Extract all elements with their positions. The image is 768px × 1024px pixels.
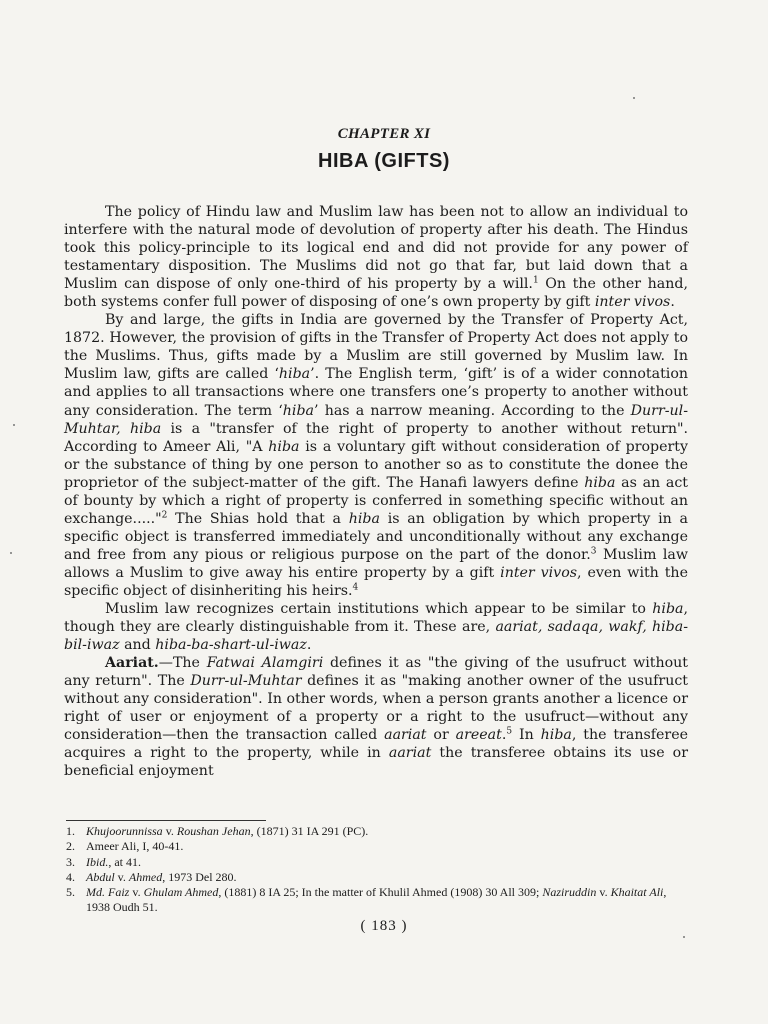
text-run: Muslim law recognizes certain institutions which appear to be similar to	[105, 601, 653, 618]
text-run: defines it as "the giving of the usufruct without any return". The	[64, 655, 688, 690]
italic-text: hiba	[584, 474, 616, 491]
footnote-marker: 2	[161, 510, 168, 521]
footnote-marker: 5	[506, 726, 513, 737]
text-run: The Shias hold that a	[167, 510, 349, 527]
footnote-marker: 3	[590, 546, 597, 557]
text-run: and	[119, 637, 156, 654]
text-run: or	[426, 727, 456, 744]
text-run: v.	[596, 885, 611, 900]
page-number: ( 183 )	[360, 918, 408, 934]
text-run: Ameer Ali, I, 40-41.	[86, 839, 184, 854]
text-run: v.	[129, 885, 144, 900]
scan-speck	[13, 424, 15, 426]
italic-text: hiba	[540, 727, 572, 744]
italic-text: Durr-ul-Muhtar, hiba	[64, 402, 688, 437]
text-run: .	[670, 294, 675, 311]
text-run: v.	[114, 869, 129, 884]
text-run: is a "transfer of the right of property to another without return". According to Ameer Ali, "A	[64, 420, 688, 455]
scan-speck	[633, 97, 635, 99]
footnote	[66, 824, 686, 839]
italic-text: areeat	[455, 727, 502, 744]
footnotes	[66, 824, 686, 916]
text-run: , the transferee acquires a right to the property, while in	[64, 727, 688, 762]
paragraph	[64, 203, 688, 311]
text-run: is an obligation by which property in a specific object is transferred immediately and unconditionally without any exchange and free from any pious or religious purpose on the part of the donor.	[64, 510, 688, 563]
text-run: ’. The English term, ‘gift’ is of a wider connotation and applies to all transactions where one transfers one’s property to another without any consideration. The term ‘	[64, 366, 688, 419]
text-run: .	[501, 727, 507, 744]
run-in-heading: Aariat.	[105, 655, 159, 672]
footnote-marker: 4	[352, 582, 359, 593]
text-run: By and large, the gifts in India are governed by the Transfer of Property Act, 1872. However, the provision of gifts in the Transfer of Property Act does not apply to the Muslims. Thus, gifts made by a Muslim are still governed by Muslim law. In Muslim law, gifts are called ‘	[64, 312, 688, 383]
text-run: Muslim law allows a Muslim to give away his entire property by a gift	[64, 546, 688, 581]
scan-speck	[10, 552, 12, 554]
text-run: .	[306, 637, 312, 654]
italic-text: hiba	[268, 438, 300, 455]
italic-text: aariat, sadaqa, wakf, hiba-bil-iwaz	[64, 619, 689, 654]
paragraph	[64, 311, 688, 600]
text-run: , even with the specific object of disinheriting his heirs.	[64, 564, 688, 599]
italic-text: Ghulam Ahmed	[143, 885, 219, 900]
italic-text: hiba	[652, 601, 684, 618]
footnote-number: 2.	[66, 839, 75, 854]
text-run: , (1881) 8 IA 25; In the matter of Khulil Ahmed (1908) 30 All 309;	[218, 885, 543, 900]
italic-text: hiba-ba-shart-ul-iwaz	[155, 637, 307, 654]
italic-text: inter vivos	[594, 294, 671, 311]
footnote-number: 4.	[66, 869, 75, 884]
footnote	[66, 855, 686, 870]
footnote-rule	[66, 820, 266, 821]
footnote-number: 1.	[66, 824, 75, 838]
italic-text: Ibid.	[86, 854, 109, 869]
footnote	[66, 885, 686, 916]
italic-text: hiba	[282, 402, 314, 419]
italic-text: aariat	[384, 727, 427, 744]
text-run: On the other hand, both systems confer full power of disposing of one’s own property by gift	[64, 276, 688, 311]
italic-text: Khaitat Ali	[610, 885, 664, 900]
text-run: —The	[158, 655, 207, 672]
text-run: , though they are clearly distinguishable from it. These are,	[64, 601, 688, 636]
chapter-title: HIBA (GIFTS)	[318, 150, 450, 172]
text-run: the transferee obtains its use or beneficial enjoyment	[64, 745, 688, 780]
italic-text: Durr-ul-Muhtar	[190, 673, 302, 690]
italic-text: Ahmed	[128, 869, 163, 884]
footnote-number: 5.	[66, 885, 75, 900]
footnote	[66, 839, 686, 854]
text-run: v.	[162, 824, 177, 838]
body-text	[64, 203, 688, 781]
italic-text: hiba	[278, 366, 311, 383]
text-run: defines it as "making another owner of the usufruct without any consideration". In other words, when a person grants another a licence or right of user or enjoyment of a property or a right to the usufruct—without any consideration—then the transaction called	[64, 673, 688, 744]
paragraph	[64, 600, 688, 654]
italic-text: Abdul	[86, 869, 115, 884]
italic-text: Naziruddin	[542, 885, 597, 900]
italic-text: Khujoorunnissa	[86, 824, 163, 838]
italic-text: inter vivos	[500, 564, 578, 581]
text-run: ’ has a narrow meaning. According to the	[314, 402, 631, 419]
text-run: , 1973 Del 280.	[162, 869, 237, 884]
italic-text: aariat	[388, 745, 432, 762]
italic-text: hiba	[348, 510, 380, 527]
text-run: , 1938 Oudh 51.	[86, 885, 667, 915]
italic-text: Fatwai Alamgiri	[206, 655, 324, 672]
text-run: is a voluntary gift without consideration of property or the substance of thing by one person to another so as to constitute the donee the proprietor of the subject-matter of the gift. The Hanafi lawyers define	[64, 438, 688, 491]
footnote	[66, 870, 686, 885]
text-run: The policy of Hindu law and Muslim law has been not to allow an individual to interfere with the natural mode of devolution of property after his death. The Hindus took this policy-principle to its logical end and did not provide for any power of testamentary disposition. The Muslims did not go that far, but laid down that a Muslim can dispose of only one-third of his property by a will.	[64, 204, 688, 293]
footnote-number: 3.	[66, 854, 75, 869]
scan-speck	[683, 936, 685, 938]
text-run: , at 41.	[108, 854, 142, 869]
italic-text: Md. Faiz	[86, 885, 130, 900]
chapter-label: CHAPTER XI	[337, 126, 431, 142]
italic-text: Roushan Jehan	[176, 824, 251, 838]
footnote-marker: 1	[532, 275, 539, 286]
text-run: , (1871) 31 IA 291 (PC).	[250, 824, 369, 838]
paragraph	[64, 654, 688, 780]
text-run: In	[512, 727, 541, 744]
text-run: as an act of bounty by which a right of property is conferred in something specific without an exchange....."	[64, 474, 688, 527]
